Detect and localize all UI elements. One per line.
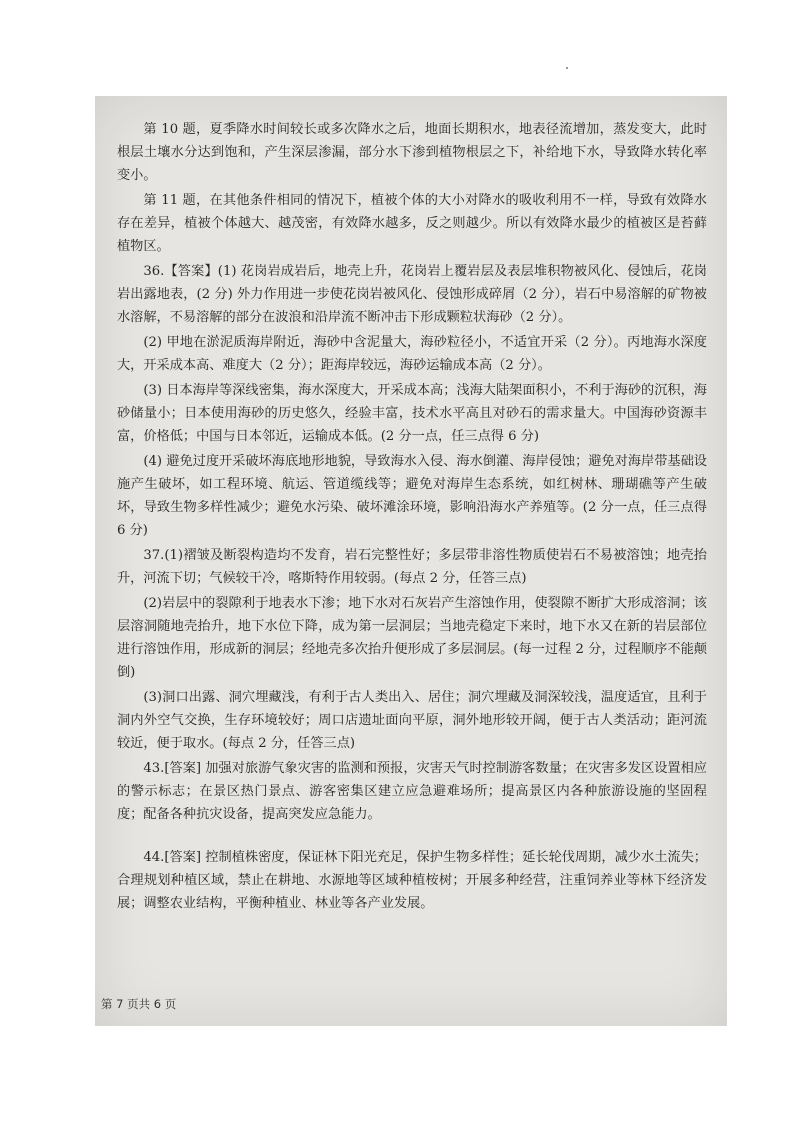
answer-q43: 43.[答案] 加强对旅游气象灾害的监测和预报，灾害天气时控制游客数量；在灾害多发区设置相应的警示标志；在景区热门景点、游客密集区建立应急避难场所；提高景区内各种旅游设施的坚固程度；配备各种抗灾设备，提高突发应急能力。	[117, 761, 707, 822]
answer-q36-part1: 36.【答案】(1) 花岗岩成岩后，地壳上升，花岗岩上覆岩层及表层堆积物被风化、侵蚀后，花岗岩出露地表，(2 分) 外力作用进一步使花岗岩被风化、侵蚀形成碎屑（2 分），岩石中易溶解的矿物被水溶解，不易溶解的部分在波浪和沿岸流不断冲击下形成颗粒状海砂（2 分）。	[117, 264, 707, 325]
scan-speck	[566, 67, 568, 69]
answer-q37-part2: (2)岩层中的裂隙利于地表水下渗；地下水对石灰岩产生溶蚀作用，使裂隙不断扩大形成溶洞；该层溶洞随地壳抬升，地下水位下降，成为第一层洞层；当地壳稳定下来时，地下水又在新的岩层部位进行溶蚀作用，形成新的洞层；经地壳多次抬升便形成了多层洞层。(每一过程 2 分，过程顺序不能颠倒)	[117, 596, 707, 680]
answer-q11: 第 11 题，在其他条件相同的情况下，植被个体的大小对降水的吸收利用不一样，导致有效降水存在差异，植被个体越大、越茂密，有效降水越多，反之则越少。所以有效降水最少的植被区是苔藓植物区。	[117, 193, 707, 254]
answer-q36-part2: (2) 甲地在淤泥质海岸附近，海砂中含泥量大，海砂粒径小，不适宜开采（2 分）。丙地海水深度大，开采成本高、难度大（2 分）；距海岸较远，海砂运输成本高（2 分）。	[117, 335, 707, 373]
answer-q37-part1: 37.(1)褶皱及断裂构造均不发育，岩石完整性好；多层带非溶性物质使岩石不易被溶蚀；地壳抬升，河流下切；气候较干冷，喀斯特作用较弱。(每点 2 分，任答三点)	[117, 548, 707, 586]
answer-text	[117, 118, 707, 917]
answer-q36-part3: (3) 日本海岸等深线密集，海水深度大，开采成本高；浅海大陆架面积小，不利于海砂的沉积，海砂储量小；日本使用海砂的历史悠久，经验丰富，技术水平高且对砂石的需求量大。中国海砂资源丰富，价格低；中国与日本邻近，运输成本低。(2 分一点，任三点得 6 分)	[117, 383, 707, 444]
scanned-page	[95, 96, 727, 1026]
answer-q10: 第 10 题，夏季降水时间较长或多次降水之后，地面长期积水，地表径流增加，蒸发变大，此时根层土壤水分达到饱和，产生深层渗漏，部分水下渗到植物根层之下，补给地下水，导致降水转化率变小。	[117, 122, 707, 183]
paragraph-gap	[117, 828, 707, 846]
answer-q44: 44.[答案] 控制植株密度，保证林下阳光充足，保护生物多样性；延长轮伐周期，减少水土流失；合理规划种植区域，禁止在耕地、水源地等区域种植桉树；开展多种经营，注重饲养业等林下经济发展；调整农业结构，平衡种植业、林业等各产业发展。	[117, 850, 707, 911]
page-footer: 第 7 页共 6 页	[101, 997, 177, 1011]
answer-q37-part3: (3)洞口出露、洞穴埋藏浅，有利于古人类出入、居住；洞穴埋藏及洞深较浅，温度适宜，且利于洞内外空气交换，生存环境较好；周口店遗址面向平原，洞外地形较开阔，便于古人类活动；距河流较近，便于取水。(每点 2 分，任答三点)	[117, 690, 707, 751]
answer-q36-part4: (4) 避免过度开采破坏海底地形地貌，导致海水入侵、海水倒灌、海岸侵蚀；避免对海岸带基础设施产生破坏，如工程环境、航运、管道缆线等；避免对海岸生态系统，如红树林、珊瑚礁等产生破坏，导致生物多样性减少；避免水污染、破坏滩涂环境，影响沿海水产养殖等。(2 分一点，任三点得 6 分)	[117, 454, 707, 538]
